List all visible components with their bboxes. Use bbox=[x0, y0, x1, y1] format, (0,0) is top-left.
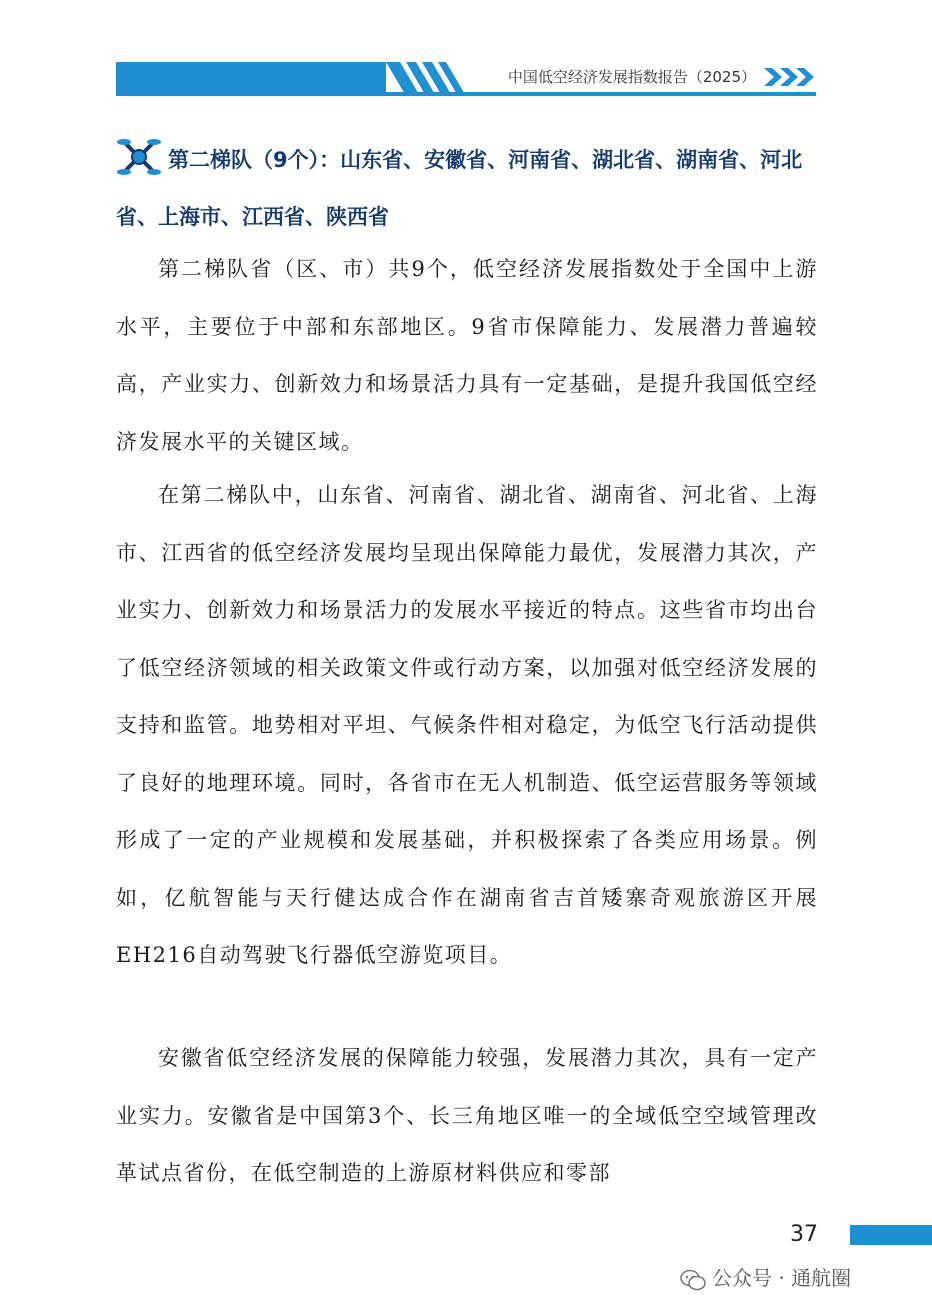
body-paragraph: 安徽省低空经济发展的保障能力较强，发展潜力其次，具有一定产业实力。安徽省是中国第3个、长三角地区唯一的全域低空空域管理改革试点省份，在低空制造的上游原材料供应和零部 bbox=[116, 1046, 818, 1185]
page-header bbox=[116, 62, 816, 96]
page-number: 37 bbox=[790, 1222, 818, 1247]
chevron-right-icon bbox=[764, 66, 816, 88]
body-paragraph: 在第二梯队中，山东省、河南省、湖北省、湖南省、河北省、上海市、江西省的低空经济发展均呈现出保障能力最优，发展潜力其次，产业实力、创新效力和场景活力的发展水平接近的特点。这些省市均出台了低空经济领域的相关政策文件或行动方案，以加强对低空经济发展的支持和监管。地势相对平坦、气候条件相对稳定，为低空飞行活动提供了良好的地理环境。同时，各省市在无人机制造、低空运营服务等领域形成了一定的产业规模和发展基础，并积极探索了各类应用场景。例如，亿航智能与天行健达成合作在湖南省吉首矮寨奇观旅游区开展EH216自动驾驶飞行器低空游览项目。 bbox=[116, 483, 818, 967]
footer-accent-bar bbox=[850, 1225, 932, 1245]
header-rule bbox=[116, 92, 816, 96]
header-accent-bar bbox=[116, 62, 386, 96]
report-title: 中国低空经济发展指数报告（2025） bbox=[507, 68, 756, 86]
wechat-icon bbox=[680, 1269, 706, 1291]
section-heading bbox=[116, 132, 818, 246]
drone-icon bbox=[116, 134, 162, 180]
section-heading-text: 第二梯队（9个）：山东省、安徽省、河南省、湖北省、湖南省、河北省、上海市、江西省、陕西省 bbox=[116, 148, 803, 229]
watermark-text: 公众号 · 通航圈 bbox=[712, 1266, 852, 1290]
header-stripes bbox=[386, 62, 476, 96]
body-paragraph: 第二梯队省（区、市）共9个，低空经济发展指数处于全国中上游水平，主要位于中部和东部地区。9省市保障能力、发展潜力普遍较高，产业实力、创新效力和场景活力具有一定基础，是提升我国低空经济发展水平的关键区域。 bbox=[116, 257, 818, 454]
watermark bbox=[680, 1262, 851, 1291]
